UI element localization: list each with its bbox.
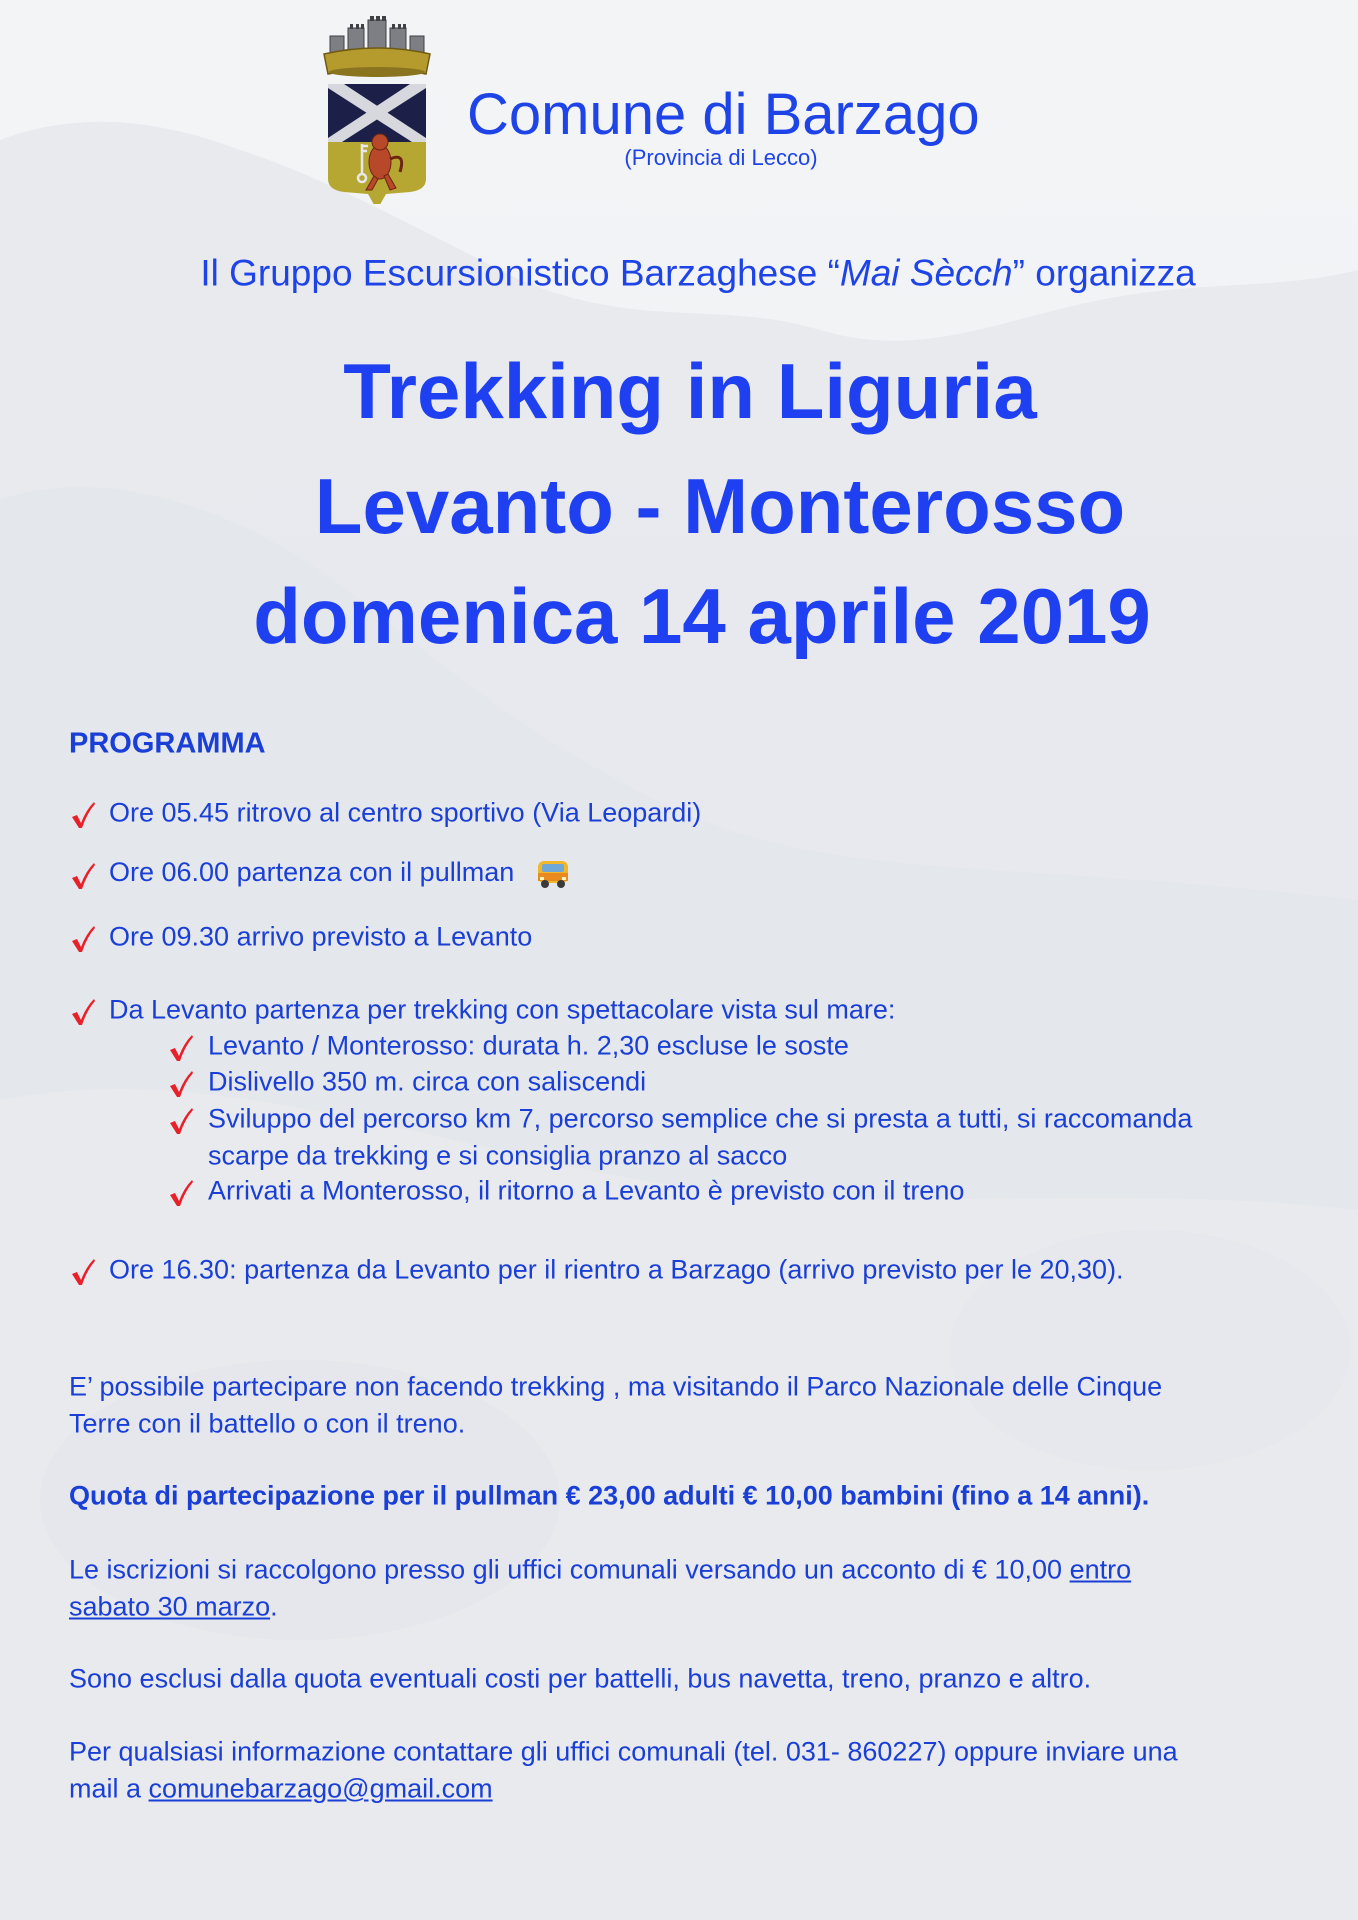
alternative-note-continued: Terre con il battello o con il treno. (69, 1408, 466, 1439)
red-checkmark-icon (168, 1106, 194, 1136)
contact-note-continued (69, 1773, 493, 1804)
red-checkmark-icon (70, 997, 96, 1027)
organizer-line (200, 252, 1196, 294)
red-checkmark-icon (168, 1033, 194, 1063)
program-subitem: Dislivello 350 m. circa con saliscendi (208, 1066, 647, 1097)
program-subitem: Arrivati a Monterosso, il ritorno a Levanto è previsto con il treno (208, 1175, 965, 1206)
contact-email-prefix: mail a (69, 1773, 149, 1804)
program-item: Da Levanto partenza per trekking con spettacolare vista sul mare: (109, 994, 896, 1025)
contact-note: Per qualsiasi informazione contattare gli uffici comunali (tel. 031- 860227) oppure inviare una (69, 1736, 1178, 1767)
alternative-note: E’ possibile partecipare non facendo trekking , ma visitando il Parco Nazionale delle Cinque (69, 1371, 1163, 1402)
registration-deadline-part1: entro (1069, 1554, 1132, 1585)
registration-text: Le iscrizioni si raccolgono presso gli uffici comunali versando un acconto di € 10,00 (69, 1554, 1070, 1585)
program-item: Ore 09.30 arrivo previsto a Levanto (109, 921, 533, 952)
red-checkmark-icon (70, 1257, 96, 1287)
program-item-text: Ore 06.00 partenza con il pullman (109, 857, 515, 888)
program-return-item: Ore 16.30: partenza da Levanto per il rientro a Barzago (arrivo previsto per le 20,30). (109, 1254, 1124, 1285)
program-subitem-continued: scarpe da trekking e si consiglia pranzo al sacco (208, 1140, 788, 1171)
red-checkmark-icon (70, 861, 96, 891)
contact-email-link[interactable]: comunebarzago@gmail.com (148, 1773, 493, 1804)
organizer-text-before: Il Gruppo Escursionistico Barzaghese “ (200, 252, 840, 294)
group-name: Mai Sècch (839, 252, 1013, 294)
event-date: domenica 14 aprile 2019 (253, 572, 1151, 660)
organizer-text-after: ” organizza (1012, 252, 1196, 294)
coat-of-arms-icon (320, 14, 434, 204)
event-route: Levanto - Monterosso (314, 462, 1126, 550)
registration-deadline-part2: sabato 30 marzo (69, 1591, 271, 1622)
fee-note: Quota di partecipazione per il pullman € 23,00 adulti € 10,00 bambini (fino a 14 anni). (69, 1480, 1150, 1511)
red-checkmark-icon (70, 800, 96, 830)
program-item: Ore 05.45 ritrovo al centro sportivo (Via Leopardi) (109, 797, 702, 828)
program-subitem: Levanto / Monterosso: durata h. 2,30 escluse le soste (208, 1030, 849, 1061)
bus-icon (536, 859, 570, 889)
registration-note-continued (69, 1591, 278, 1622)
program-subitem: Sviluppo del percorso km 7, percorso semplice che si presta a tutti, si raccomanda (208, 1103, 1193, 1134)
program-heading: PROGRAMMA (69, 727, 266, 760)
red-checkmark-icon (168, 1069, 194, 1099)
red-checkmark-icon (70, 924, 96, 954)
registration-note (69, 1554, 1132, 1585)
exclusions-note: Sono esclusi dalla quota eventuali costi per battelli, bus navetta, treno, pranzo e altro. (69, 1663, 1092, 1694)
event-title: Trekking in Liguria (343, 347, 1037, 435)
municipality-name: Comune di Barzago (467, 82, 980, 147)
registration-period: . (270, 1591, 278, 1622)
province-label: (Provincia di Lecco) (624, 145, 818, 170)
red-checkmark-icon (168, 1178, 194, 1208)
program-item (109, 859, 570, 889)
